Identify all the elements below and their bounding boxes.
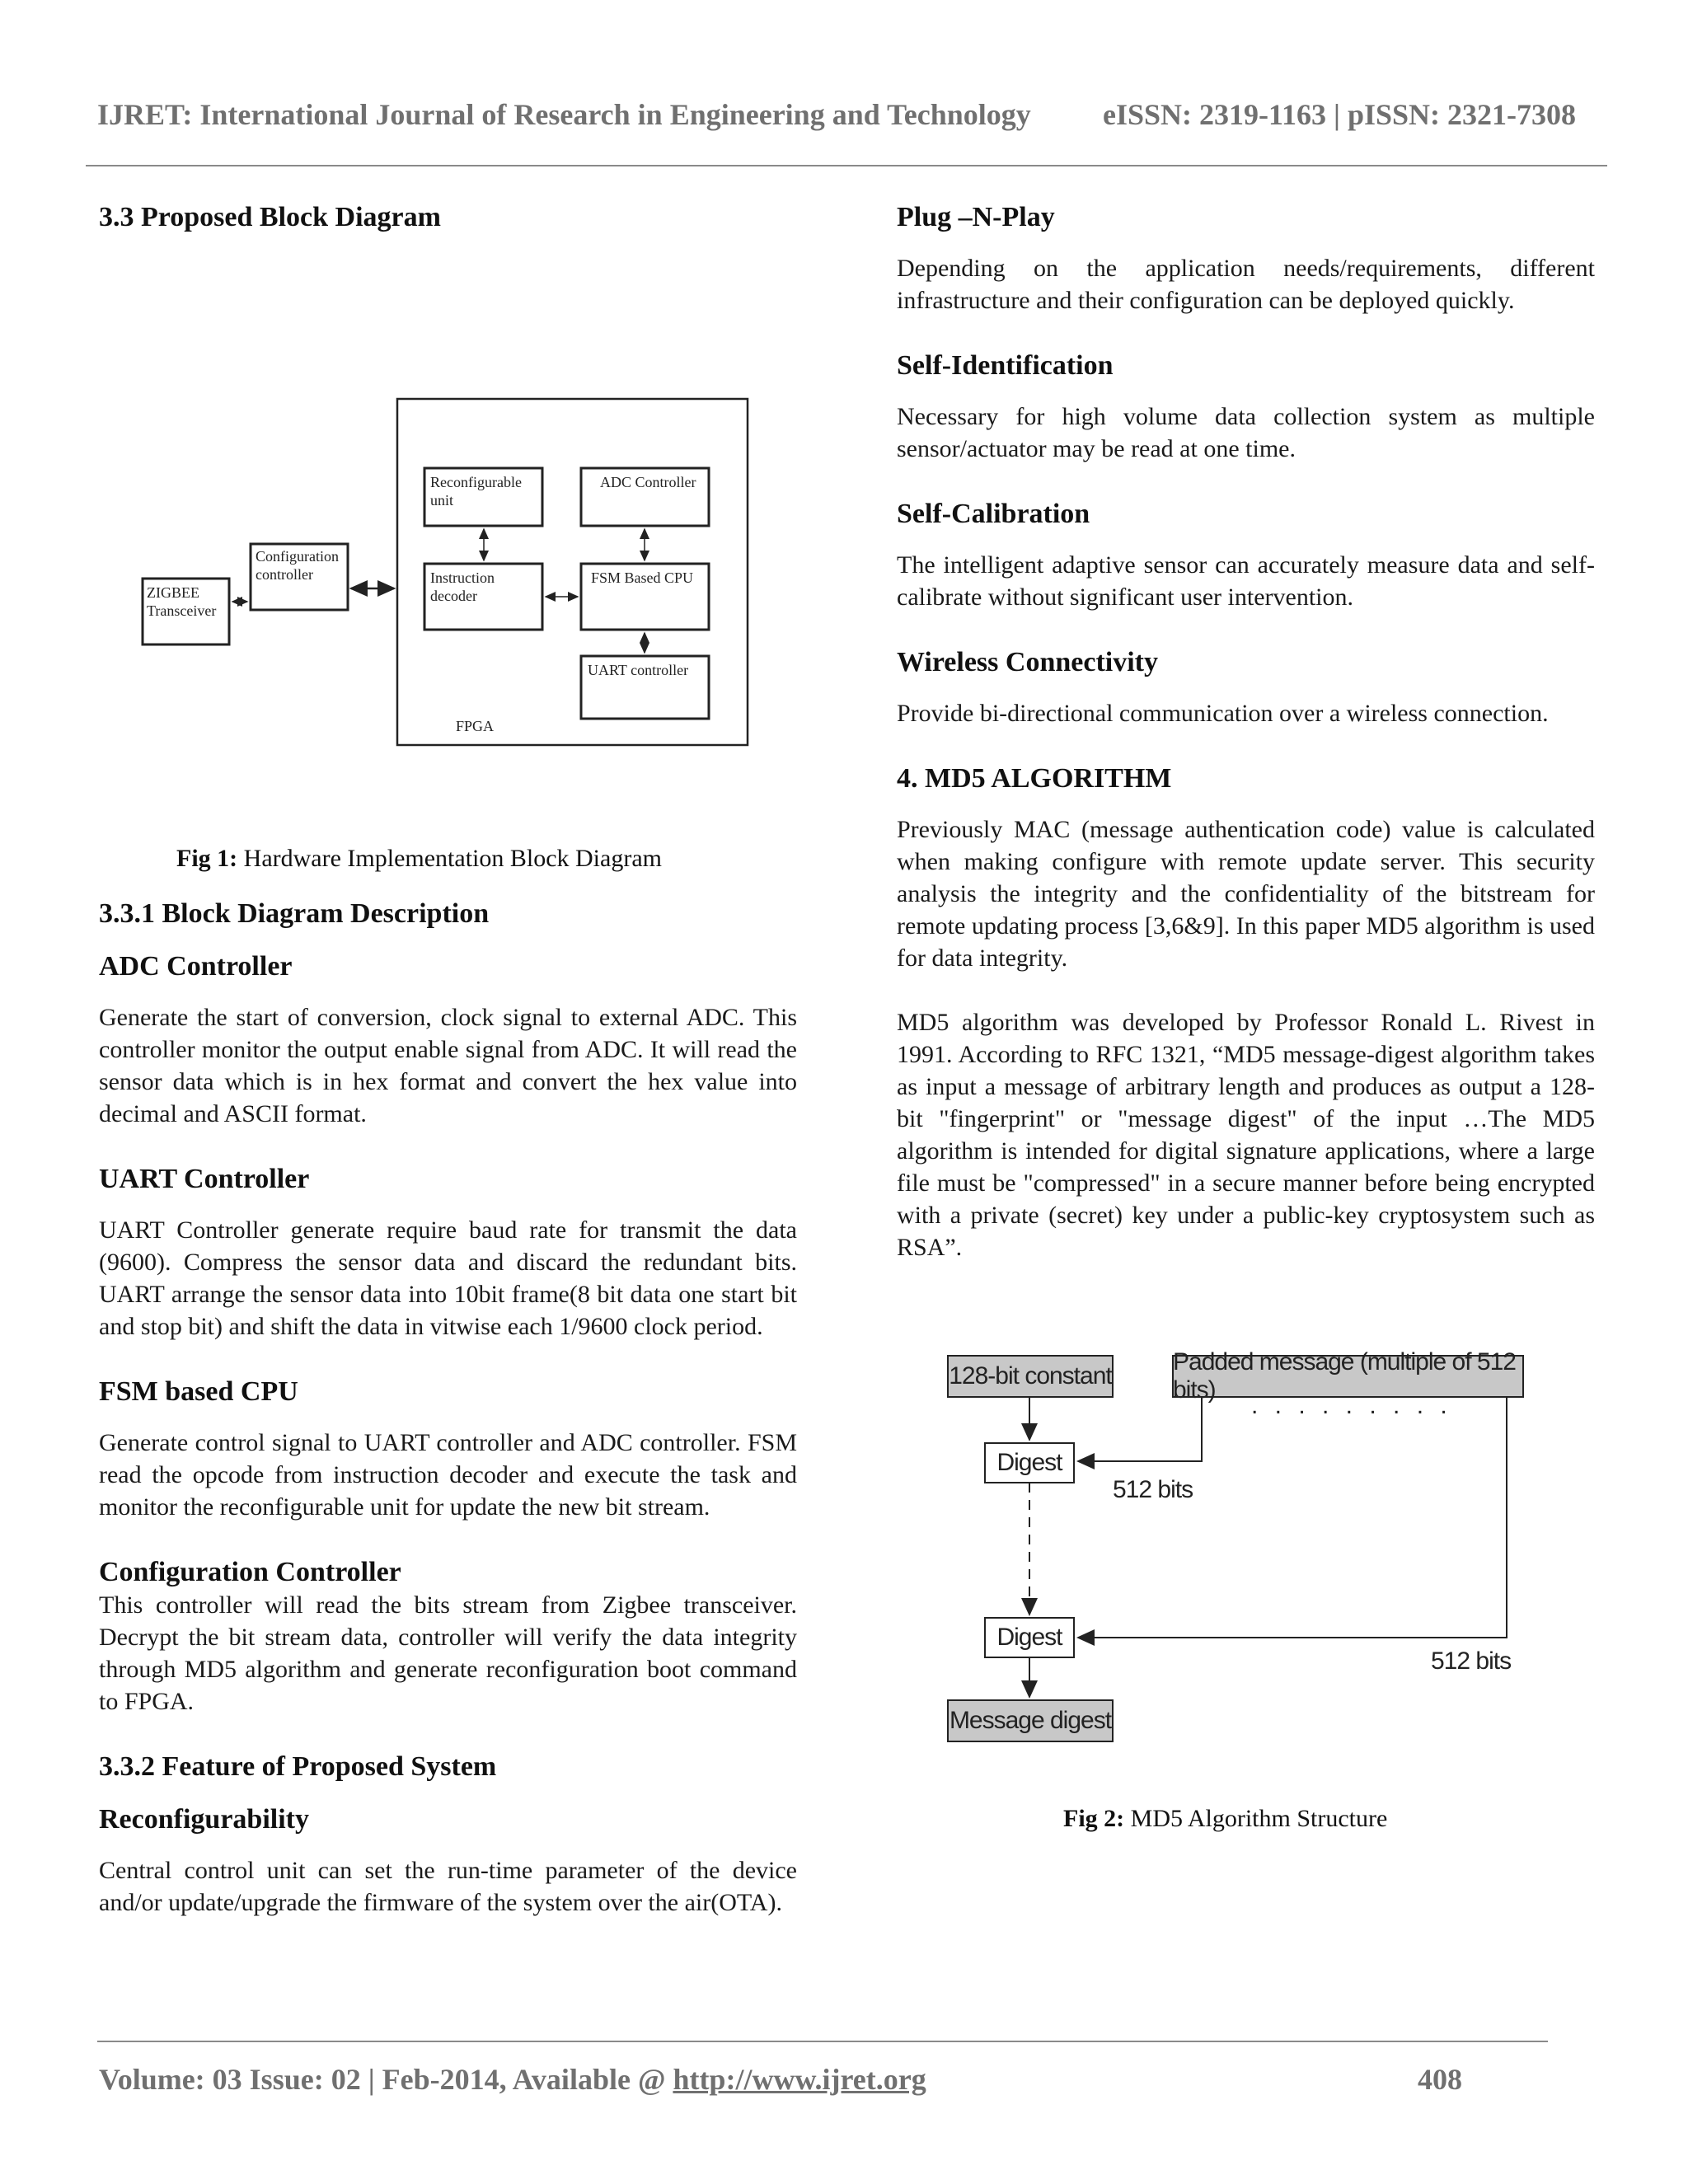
fig1-caption-text: Hardware Implementation Block Diagram (237, 845, 662, 872)
selfid-paragraph: Necessary for high volume data collection system as multiple sensor/actuator may be read at one time. (897, 403, 1595, 462)
right-column (897, 201, 1595, 1835)
fig2-caption-text: MD5 Algorithm Structure (1124, 1805, 1388, 1832)
fig2-md5-diagram (897, 1346, 1595, 1783)
zigbee-label: ZIGBEE Transceiver (147, 584, 217, 619)
adc-paragraph: Generate the start of conversion, clock signal to external ADC. This controller monitor the output enable signal from ADC. It will read the sensor data which is in hex format and convert the hex value into decimal and ASCII format. (99, 1004, 797, 1127)
running-footer (99, 2062, 926, 2097)
fpga-label: FPGA (456, 718, 495, 734)
running-header (97, 97, 1597, 132)
fig1-block-diagram (99, 239, 797, 799)
fig1-caption-label: Fig 1: (176, 845, 238, 872)
uart-label: UART controller (588, 662, 689, 678)
selfcal-heading: Self-Calibration (897, 499, 1090, 529)
section-3-3-1-title: 3.3.1 Block Diagram Description (99, 898, 490, 929)
fig1-caption (176, 842, 797, 874)
journal-link[interactable]: http://www.ijret.org (673, 2063, 926, 2096)
pnp-paragraph: Depending on the application needs/requirements, different infrastructure and their configuration can be deployed quickly. (897, 255, 1595, 314)
wireless-paragraph: Provide bi-directional communication over a wireless connection. (897, 700, 1549, 727)
fsm-heading: FSM based CPU (99, 1376, 298, 1407)
wireless-heading: Wireless Connectivity (897, 647, 1158, 677)
section-3-3-title: 3.3 Proposed Block Diagram (99, 202, 441, 232)
selfid-heading: Self-Identification (897, 350, 1114, 381)
section-3-3-2-title: 3.3.2 Feature of Proposed System (99, 1751, 497, 1782)
msgdigest-label: Message digest (949, 1707, 1112, 1734)
uart-paragraph: UART Controller generate require baud rate for transmit the data (9600). Compress the sensor data and discard the redundant bits. UART arrange the sensor data into 10bit frame(8 bit data one start bit and stop bit) and shift the data in vitwise each 1/9600 clock period. (99, 1216, 797, 1340)
issn: eISSN: 2319-1163 | pISSN: 2321-7308 (1103, 98, 1576, 131)
fsm-label: FSM Based CPU (591, 569, 694, 586)
bits1-label: 512 bits (1113, 1476, 1193, 1503)
cfg-paragraph: This controller will read the bits stream from Zigbee transceiver. Decrypt the bit stream data, controller will verify the data integrity through MD5 algorithm and generate reconfiguration boot command to FPGA. (99, 1591, 797, 1715)
journal-name: IJRET: International Journal of Research in Engineering and Technology (97, 98, 1031, 131)
fig1-lines (99, 239, 797, 799)
adc-label: ADC Controller (600, 474, 696, 490)
reconf-heading: Reconfigurability (99, 1804, 309, 1835)
md5-heading: 4. MD5 ALGORITHM (897, 763, 1172, 794)
header-rule (86, 165, 1607, 166)
constant-label: 128-bit constant (949, 1362, 1112, 1390)
padded-label: Padded message (multiple of 512 bits) (1173, 1348, 1516, 1404)
selfcal-paragraph: The intelligent adaptive sensor can accurately measure data and self- calibrate without significant user intervention. (897, 551, 1595, 611)
adc-heading: ADC Controller (99, 951, 293, 982)
config-label: Configuration controller (256, 548, 339, 583)
md5-paragraph-2: MD5 algorithm was developed by Professor Ronald L. Rivest in 1991. According to RFC 1321, “MD5 message-digest algorithm takes as input a message of arbitrary length and produces as output a 128-bit "fingerprint" or "message digest" of the input …The MD5 algorithm is intended for digital signature applications, where a large file must be "compressed" in a secure manner before being encrypted with a private (secret) key under a public-key cryptosystem such as RSA”. (897, 1009, 1595, 1261)
left-column (99, 201, 797, 1919)
reconf-label: Reconfigurable unit (430, 474, 522, 509)
cfg-heading: Configuration Controller (99, 1557, 401, 1587)
footer-volume: Volume: 03 Issue: 02 | Feb-2014, Available @ (99, 2063, 673, 2096)
ellipsis-dots: . . . . . . . . . (1251, 1392, 1452, 1419)
bits2-label: 512 bits (1431, 1647, 1512, 1675)
uart-heading: UART Controller (99, 1164, 310, 1194)
page-number: 408 (1418, 2063, 1462, 2096)
reconf-paragraph: Central control unit can set the run-time parameter of the device and/or update/upgrade the firmware of the system over the air(OTA). (99, 1857, 797, 1916)
md5-paragraph-1: Previously MAC (message authentication code) value is calculated when making configure with remote update server. This security analysis the integrity and the confidentiality of the bitstream for remote updating process [3,6&9]. In this paper MD5 algorithm is used for data integrity. (897, 816, 1595, 972)
instr-label: Instruction decoder (430, 569, 495, 604)
digest1-label: Digest (996, 1449, 1062, 1476)
fig2-caption (1063, 1802, 1595, 1835)
fsm-paragraph: Generate control signal to UART controller and ADC controller. FSM read the opcode from instruction decoder and execute the task and monitor the reconfigurable unit for update the new bit stream. (99, 1429, 797, 1521)
fig2-caption-label: Fig 2: (1063, 1805, 1125, 1832)
pnp-heading: Plug –N-Play (897, 202, 1055, 232)
digest2-label: Digest (996, 1624, 1062, 1651)
footer-rule (97, 2041, 1548, 2042)
